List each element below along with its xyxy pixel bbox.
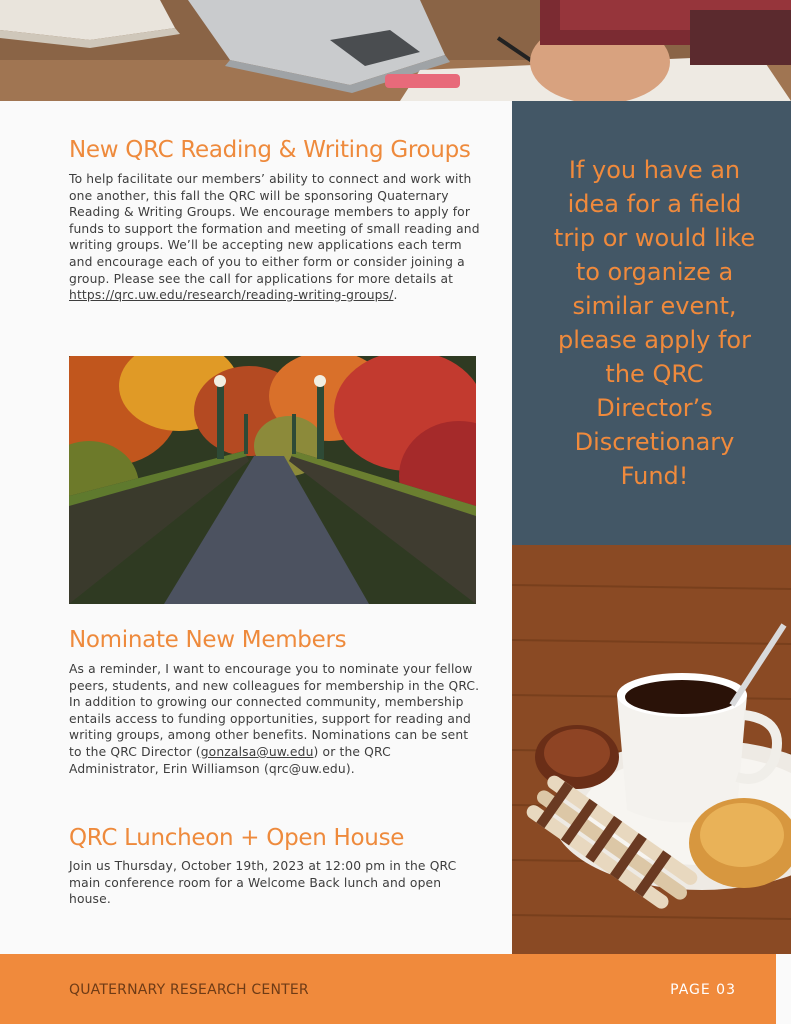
- nominate-text: As a reminder, I want to encourage you to nominate your fellow peers, students, and new colleagues for membership in the QRC. In addition to growing our connected community, membership entails access to funding opportunities, support for reading and writing groups, among other benefits. Nominations can be sent to the QRC Director (: [69, 662, 480, 759]
- autumn-bridge-illustration: [69, 356, 476, 604]
- page-footer: [0, 954, 776, 1024]
- main-column: [0, 101, 512, 954]
- nominate-title: Nominate New Members: [69, 627, 347, 653]
- sidebar-callout-text: If you have an idea for a field trip or would like to organize a similar event, please apply for the QRC Director’s Discretionary Fund!: [553, 156, 756, 490]
- autumn-bridge-photo: [69, 356, 476, 604]
- nominate-body: [69, 661, 484, 777]
- reading-groups-text: To help facilitate our members’ ability to connect and work with one another, this fall the QRC will be sponsoring Quaternary Reading & Writing Groups. We encourage members to apply for funds to support the formation and meeting of small reading and writing groups. We’ll be accepting new applications each term and encourage each of you to either form or consider joining a group. Please see the call for applications for more details at: [69, 172, 480, 286]
- coffee-illustration: [512, 545, 791, 957]
- luncheon-body: Join us Thursday, October 19th, 2023 at 12:00 pm in the QRC main conference room for a Welcome Back lunch and open house.: [69, 859, 457, 907]
- nominate-text-end: ) or the QRC Administrator, Erin Williamson (qrc@uw.edu).: [69, 744, 391, 776]
- footer-page-number: PAGE 03: [670, 982, 736, 998]
- sidebar-callout-panel: [512, 101, 791, 545]
- header-photo: [0, 0, 791, 101]
- footer-edge-strip: [776, 954, 791, 1024]
- coffee-photo: [512, 545, 791, 957]
- reading-groups-link-suffix: .: [393, 288, 398, 303]
- reading-groups-link[interactable]: https://qrc.uw.edu/research/reading-writing-groups/: [69, 288, 394, 303]
- footer-organization: QUATERNARY RESEARCH CENTER: [69, 982, 309, 998]
- luncheon-title: QRC Luncheon + Open House: [69, 825, 405, 851]
- reading-groups-body: [69, 171, 484, 304]
- reading-groups-title: New QRC Reading & Writing Groups: [69, 137, 471, 163]
- director-email-link[interactable]: gonzalsa@uw.edu: [200, 744, 314, 759]
- desk-illustration: [0, 0, 791, 101]
